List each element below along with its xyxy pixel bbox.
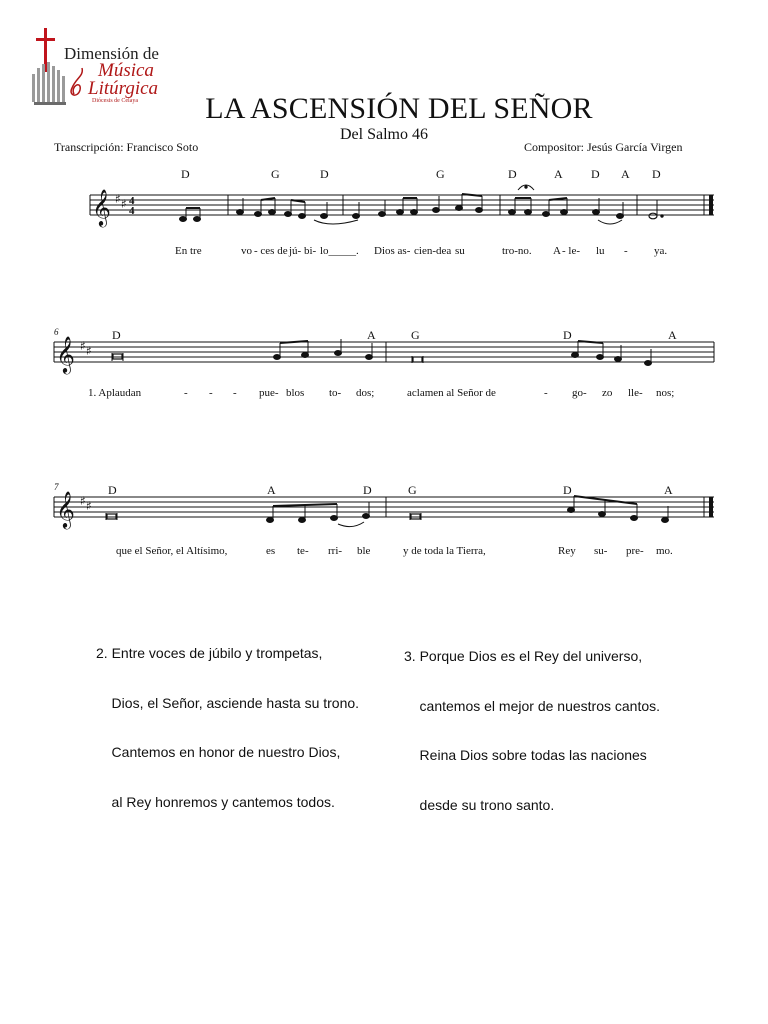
chord: A (554, 167, 563, 181)
lyric: su- (594, 545, 608, 557)
stanza-line: al Rey honremos y cantemos todos. (96, 793, 335, 810)
lyric: mo. (656, 545, 673, 557)
lyric: zo (602, 387, 613, 399)
lyric: 1. Aplaudan (88, 387, 142, 399)
lyric: blos (286, 387, 305, 399)
treble-clef-icon: 𝄞 (56, 335, 75, 373)
lyric: su (455, 245, 465, 257)
lyric: to- (329, 387, 342, 399)
lyric: - (209, 387, 213, 399)
chord: G (436, 167, 445, 181)
treble-clef-icon: 𝄞 (92, 188, 111, 226)
stanza-line: cantemos el mejor de nuestros cantos. (404, 697, 661, 714)
lyric: rri- (328, 545, 343, 557)
lyric: jú- (289, 245, 302, 257)
chord: G (411, 328, 420, 342)
stanza-line: Dios, el Señor, asciende hasta su trono. (96, 694, 360, 711)
lyric: vo (241, 245, 252, 257)
lyric: - (544, 387, 548, 399)
lyric: Rey (558, 545, 576, 557)
svg-text:4: 4 (129, 205, 135, 217)
chord: D (112, 328, 121, 342)
svg-text:6: 6 (54, 327, 59, 337)
stanza-line: Cantemos en honor de nuestro Dios, (96, 744, 341, 760)
chord: A (664, 483, 673, 497)
chord: D (563, 483, 572, 497)
lyric: lu (596, 245, 605, 257)
chord: D (652, 167, 661, 181)
lyric: que el Señor, el Altísimo, (116, 545, 228, 557)
logo-text-line3: Litúrgica (88, 78, 159, 99)
lyric: ya. (654, 245, 668, 257)
lyric: A (553, 245, 561, 257)
lyric: - le- (562, 245, 581, 257)
chord: A (668, 328, 677, 342)
logo-text-line4: Diócesis de Celaya (92, 98, 138, 104)
composer-credit: Compositor: Jesús García Virgen (524, 140, 683, 154)
svg-text:♯: ♯ (80, 494, 86, 508)
svg-text:♯: ♯ (86, 499, 92, 513)
chord: A (367, 328, 376, 342)
chord: G (271, 167, 280, 181)
logo-text-line1: Dimensión de (64, 44, 159, 63)
lyric: nos; (656, 387, 675, 399)
chord: D (108, 483, 117, 497)
sharp-icon: ♯ (115, 192, 121, 206)
lyric: bi- (304, 245, 317, 257)
transcription-credit: Transcripción: Francisco Soto (54, 140, 199, 154)
lyric: - (624, 245, 628, 257)
svg-text:♯: ♯ (86, 344, 92, 358)
treble-clef-icon: 𝄞 (56, 490, 75, 528)
lyric: es (266, 545, 276, 557)
stanza-line: 2. Entre voces de júbilo y trompetas, (96, 645, 323, 661)
lyric: lle- (628, 387, 643, 399)
lyric: te- (297, 545, 309, 557)
chord: D (591, 167, 600, 181)
stanza-3 (404, 615, 660, 830)
lyric: cien-dea (414, 245, 452, 257)
lyric: dos; (356, 387, 375, 399)
lyric: go- (572, 387, 587, 399)
svg-text:7: 7 (54, 482, 59, 492)
lyric: pue- (259, 387, 279, 399)
lyric: - (184, 387, 188, 399)
svg-text:♯: ♯ (80, 339, 86, 353)
chord: A (267, 483, 276, 497)
chord: A (621, 167, 630, 181)
lyric: aclamen al Señor de (407, 387, 496, 399)
lyric: - (233, 387, 237, 399)
system-2 (54, 327, 714, 399)
lyric: tro-no. (502, 245, 532, 257)
system-3 (54, 482, 714, 557)
svg-text:♯: ♯ (121, 197, 127, 211)
lyric: lo_____. (320, 245, 359, 257)
chord: D (181, 167, 190, 181)
stanza-line: desde su trono santo. (404, 796, 555, 813)
page-title: LA ASCENSIÓN DEL SEÑOR (205, 92, 593, 125)
chord: D (320, 167, 329, 181)
stanza-2 (96, 612, 359, 827)
lyric: pre- (626, 545, 644, 557)
lyric: - ces de (254, 245, 288, 257)
chord: D (363, 483, 372, 497)
svg-text:4: 4 (129, 195, 135, 207)
chord: D (563, 328, 572, 342)
lyric: ble (357, 545, 371, 557)
logo-text-line2: Música (98, 60, 154, 81)
lyric: En tre (175, 245, 202, 257)
chord: G (408, 483, 417, 497)
page-subtitle: Del Salmo 46 (340, 126, 428, 143)
lyric: y de toda la Tierra, (403, 545, 486, 557)
lyric: Dios as- (374, 245, 411, 257)
stanza-line: 3. Porque Dios es el Rey del universo, (404, 648, 643, 664)
stanza-line: Reina Dios sobre todas las naciones (404, 747, 647, 763)
chord: D (508, 167, 517, 181)
system-1 (90, 167, 714, 257)
